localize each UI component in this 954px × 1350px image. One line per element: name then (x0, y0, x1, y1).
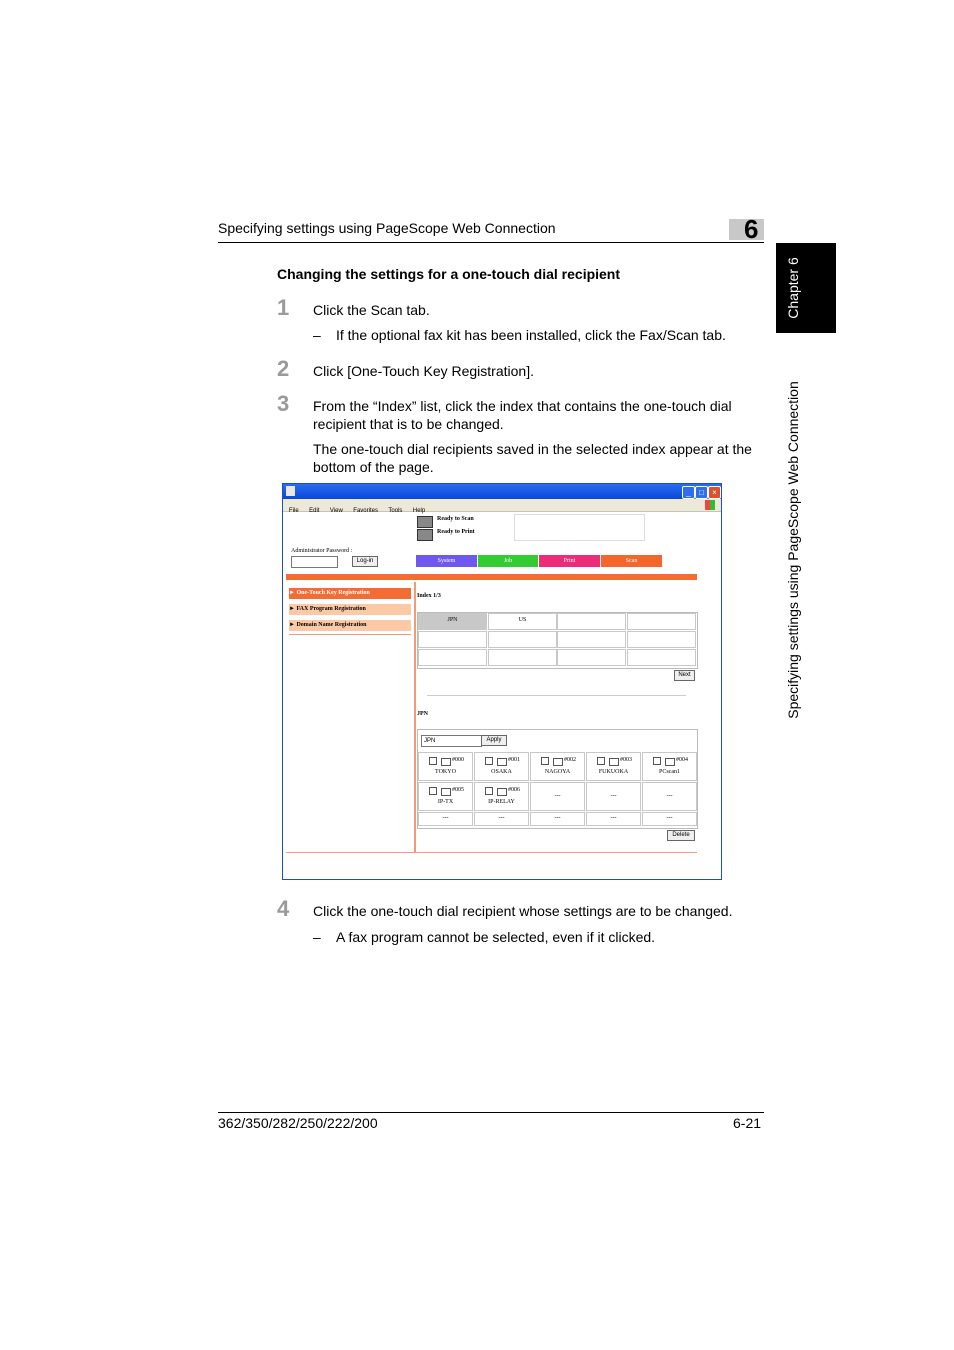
tab-scan[interactable]: Scan (601, 555, 662, 567)
menu-one-touch-key-registration[interactable]: ► One-Touch Key Registration (289, 588, 411, 599)
scanner-icon (417, 516, 433, 528)
dash: – (313, 327, 321, 343)
next-button[interactable]: Next (674, 670, 695, 681)
index-cell[interactable] (488, 649, 557, 666)
fax-icon (609, 758, 619, 766)
fax-icon (553, 758, 563, 766)
recipient-pcscan1[interactable]: #004 PCscan1 (642, 752, 697, 781)
menu-domain-name-registration[interactable]: ► Domain Name Registration (289, 620, 411, 631)
recipient-empty[interactable]: --- (418, 812, 473, 826)
maximize-icon[interactable]: □ (695, 486, 708, 499)
left-panel-divider (414, 582, 416, 852)
bottom-divider (286, 852, 697, 853)
recipient-empty[interactable]: --- (642, 782, 697, 811)
index-name-input[interactable]: JPN (421, 735, 482, 747)
pc-icon (665, 758, 675, 766)
fax-icon (441, 758, 451, 766)
recipient-empty[interactable]: --- (474, 812, 529, 826)
index-cell-jpn[interactable]: JPN (418, 613, 487, 630)
step-subtext: If the optional fax kit has been installed, click the Fax/Scan tab. (336, 327, 726, 343)
selected-index-label: JPN (417, 711, 428, 717)
side-tab-section: Specifying settings using PageScope Web Connection (785, 381, 801, 719)
checkbox[interactable] (429, 757, 437, 765)
window-title-bar (283, 484, 721, 499)
recipient-ip-tx[interactable]: #005 IP-TX (418, 782, 473, 811)
running-header-title: Specifying settings using PageScope Web Connection (218, 220, 556, 236)
windows-logo-icon (705, 500, 715, 510)
index-cell[interactable] (627, 613, 696, 630)
fax-icon (497, 758, 507, 766)
minimize-icon[interactable]: _ (682, 486, 695, 499)
menu-edit[interactable]: Edit (309, 508, 320, 514)
recipient-ip-relay[interactable]: #006 IP-RELAY (474, 782, 529, 811)
menu-favorites[interactable]: Favorites (353, 508, 378, 514)
recipient-fukuoka[interactable]: #003 FUKUOKA (586, 752, 641, 781)
index-cell[interactable] (557, 649, 626, 666)
ip-icon (441, 788, 451, 796)
admin-password-label: Administrator Password : (291, 548, 353, 554)
index-cell-us[interactable]: US (488, 613, 557, 630)
step-text: Click [One-Touch Key Registration]. (313, 363, 534, 379)
login-button[interactable]: Log-in (352, 556, 378, 567)
tab-system[interactable]: System (416, 555, 477, 567)
index-cell[interactable] (418, 649, 487, 666)
recipient-empty[interactable]: --- (586, 812, 641, 826)
checkbox[interactable] (597, 757, 605, 765)
menu-tools[interactable]: Tools (388, 508, 403, 514)
checkbox[interactable] (485, 757, 493, 765)
menu-bar (283, 499, 721, 512)
checkbox[interactable] (653, 757, 661, 765)
index-cell[interactable] (627, 649, 696, 666)
admin-password-input[interactable] (291, 556, 338, 568)
status-scan: Ready to Scan (437, 516, 474, 522)
step-text: recipient that is to be changed. (313, 416, 504, 432)
delete-button[interactable]: Delete (667, 830, 695, 841)
step-text: Click the Scan tab. (313, 302, 430, 318)
dash: – (313, 929, 321, 945)
recipient-tokyo[interactable]: #000 TOKYO (418, 752, 473, 781)
tab-print[interactable]: Print (539, 555, 600, 567)
step-text: Click the one-touch dial recipient whose settings are to be changed. (313, 903, 733, 919)
step-number: 4 (277, 896, 290, 921)
checkbox[interactable] (541, 757, 549, 765)
menu-help[interactable]: Help (412, 508, 426, 514)
screenshot-browser-window (282, 483, 722, 880)
recipient-empty[interactable]: --- (642, 812, 697, 826)
status-print: Ready to Print (437, 529, 475, 535)
index-cell[interactable] (557, 613, 626, 630)
step-number: 2 (277, 356, 290, 381)
section-title: Changing the settings for a one-touch dial recipient (277, 266, 621, 282)
recipient-empty[interactable]: --- (530, 812, 585, 826)
step-number: 1 (277, 295, 290, 320)
recipient-empty[interactable]: --- (530, 782, 585, 811)
footer-rule (218, 1112, 764, 1113)
menu-bottom-line (289, 634, 411, 635)
footer-models: 362/350/282/250/222/200 (218, 1115, 378, 1131)
ip-icon (497, 788, 507, 796)
index-cell[interactable] (418, 631, 487, 648)
step-note: bottom of the page. (313, 459, 434, 475)
index-cell[interactable] (557, 631, 626, 648)
checkbox[interactable] (429, 787, 437, 795)
printer-icon (417, 529, 433, 541)
menu-file[interactable]: File (289, 508, 299, 514)
recipient-empty[interactable]: --- (586, 782, 641, 811)
header-divider-bar (286, 574, 697, 580)
recipient-osaka[interactable]: #001 OSAKA (474, 752, 529, 781)
index-cell[interactable] (627, 631, 696, 648)
footer-page-number: 6-21 (733, 1115, 762, 1131)
step-subtext: A fax program cannot be selected, even if it clicked. (336, 929, 656, 945)
checkbox[interactable] (485, 787, 493, 795)
separator (427, 695, 686, 696)
side-tab-chapter: Chapter 6 (785, 257, 801, 319)
step-text: From the “Index” list, click the index that contains the one-touch dial (313, 398, 732, 414)
tab-job[interactable]: Job (478, 555, 538, 567)
index-label: Index 1/3 (417, 593, 441, 599)
close-icon[interactable]: × (708, 486, 721, 499)
apply-button[interactable]: Apply (481, 735, 507, 746)
message-area (514, 514, 645, 541)
menu-view[interactable]: View (329, 508, 343, 514)
step-note: The one-touch dial recipients saved in the selected index appear at the (313, 441, 752, 457)
recipient-nagoya[interactable]: #002 NAGOYA (530, 752, 585, 781)
index-cell[interactable] (488, 631, 557, 648)
chapter-number: 6 (744, 214, 759, 244)
step-number: 3 (277, 391, 290, 416)
browser-icon (286, 486, 295, 496)
header-rule (218, 242, 764, 243)
menu-fax-program-registration[interactable]: ► FAX Program Registration (289, 604, 411, 615)
